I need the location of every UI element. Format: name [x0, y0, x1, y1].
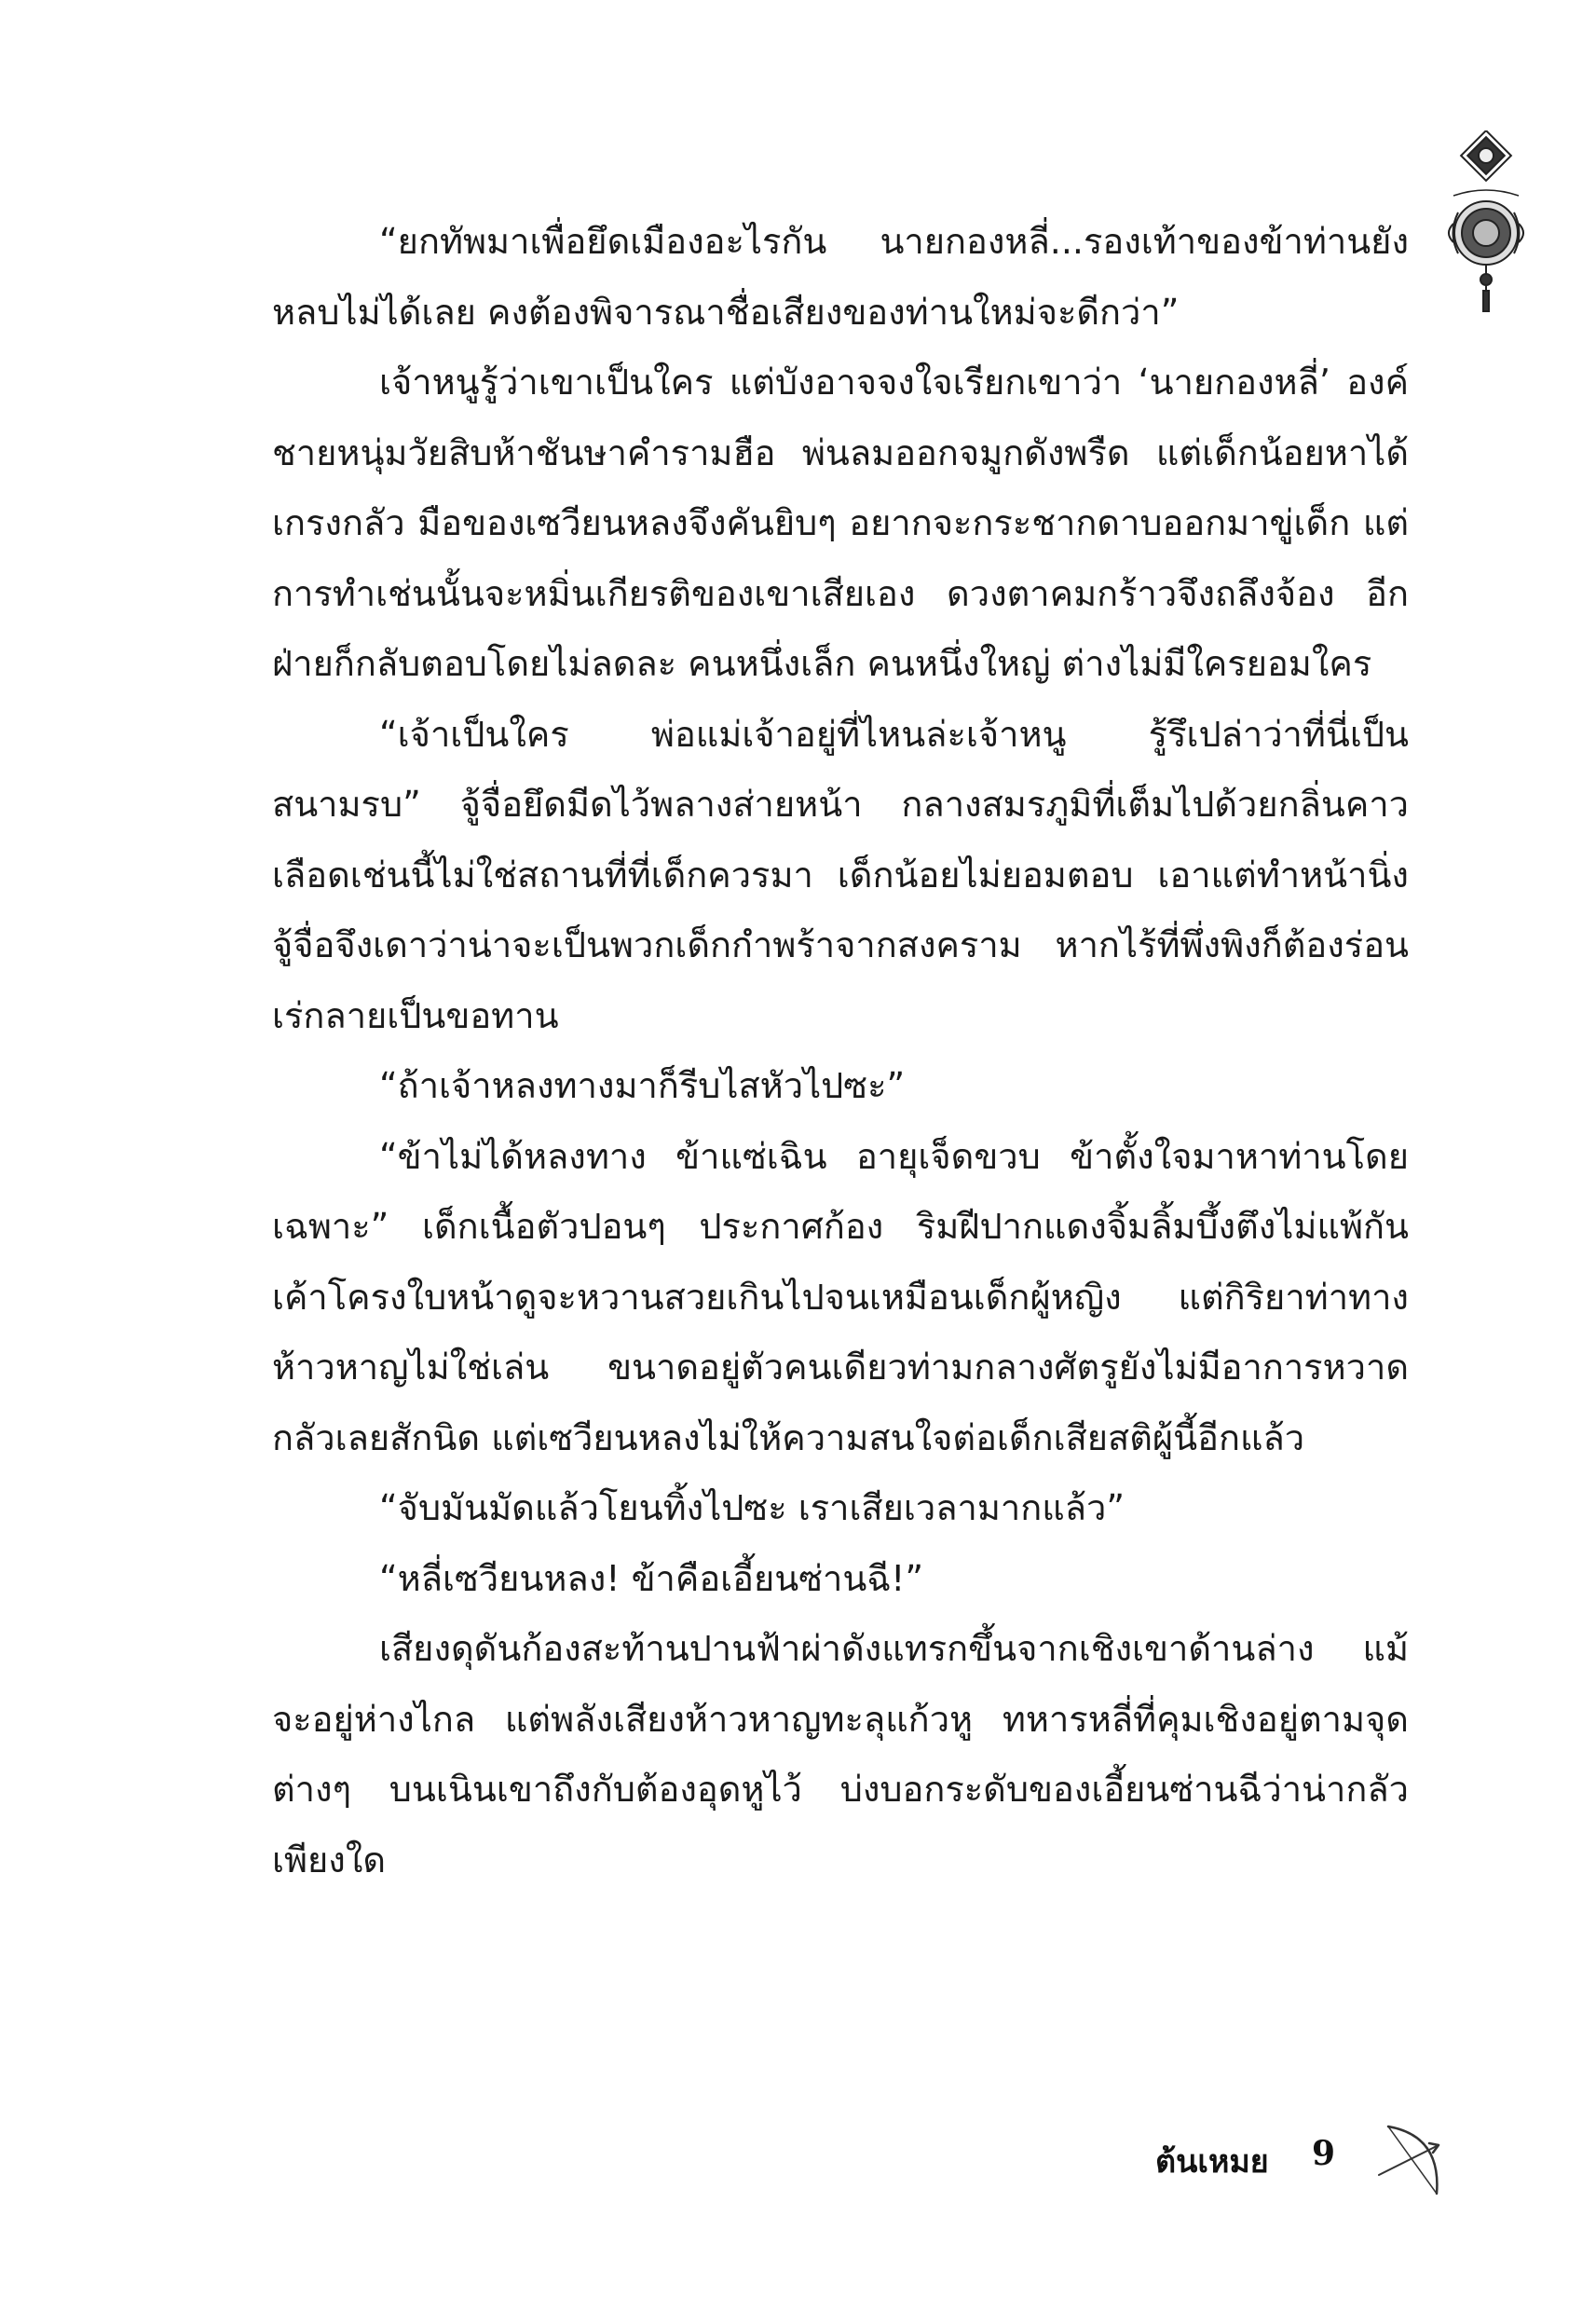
paragraph: “จับมันมัดแล้วโยนทิ้งไปซะ เราเสียเวลามากแล้ว” — [379, 1487, 1125, 1528]
paragraph: เสียงดุดันก้องสะท้านปานฟ้าผ่าดังแทรกขึ้นจากเชิงเขาด้านล่าง แม้จะอยู่ห่างไกล แต่พลังเสียงห้าวหาญทะลุแก้วหู ทหารหลี่ที่คุมเชิงอยู่ตามจุดต่างๆ บนเนินเขาถึงกับต้องอุดหูไว้ บ่งบอกระดับของเอี้ยนซ่านฉีว่าน่ากลัวเพียงใด — [272, 1628, 1409, 1880]
page-footer — [1155, 2126, 1463, 2210]
paragraph: “หลี่เซวียนหลง! ข้าคือเอี้ยนซ่านฉี!” — [379, 1557, 924, 1599]
paragraph: “ถ้าเจ้าหลงทางมาก็รีบไสหัวไปซะ” — [379, 1065, 906, 1106]
paragraph: “ข้าไม่ได้หลงทาง ข้าแซ่เฉิน อายุเจ็ดขวบ ข้าตั้งใจมาหาท่านโดยเฉพาะ” เด็กเนื้อตัวปอนๆ ประกาศก้อง ริมฝีปากแดงจิ้มลิ้มบึ้งตึงไม่แพ้กัน เค้าโครงใบหน้าดูจะหวานสวยเกินไปจนเหมือนเด็กผู้หญิง แต่กิริยาท่าทางห้าวหาญไม่ใช่เล่น ขนาดอยู่ตัวคนเดียวท่ามกลางศัตรูยังไม่มีอาการหวาดกลัวเลยสักนิด แต่เซวียนหลงไม่ให้ความสนใจต่อเด็กเสียสติผู้นี้อีกแล้ว — [272, 1135, 1409, 1458]
paragraph: “เจ้าเป็นใคร พ่อแม่เจ้าอยู่ที่ไหนล่ะเจ้าหนู รู้รึเปล่าว่าที่นี่เป็นสนามรบ” จู้จื่อยึดมีดไว้พลางส่ายหน้า กลางสมรภูมิที่เต็มไปด้วยกลิ่นคาวเลือดเช่นนี้ไม่ใช่สถานที่ที่เด็กควรมา เด็กน้อยไม่ยอมตอบ เอาแต่ทำหน้านิ่ง จู้จื่อจึงเดาว่าน่าจะเป็นพวกเด็กกำพร้าจากสงคราม หากไร้ที่พึ่งพิงก็ต้องร่อนเร่กลายเป็นขอทาน — [272, 713, 1409, 1036]
paragraph: เจ้าหนูรู้ว่าเขาเป็นใคร แต่บังอาจจงใจเรียกเขาว่า ‘นายกองหลี่’ องค์ชายหนุ่มวัยสิบห้าชันษาคำรามฮือ พ่นลมออกจมูกดังพรืด แต่เด็กน้อยหาได้เกรงกลัว มือของเซวียนหลงจึงคันยิบๆ อยากจะกระชากดาบออกมาขู่เด็ก แต่การทำเช่นนั้นจะหมิ่นเกียรติของเขาเสียเอง ดวงตาคมกร้าวจึงถลึงจ้อง อีกฝ่ายก็กลับตอบโดยไม่ลดละ คนหนึ่งเล็ก คนหนึ่งใหญ่ ต่างไม่มีใครยอมใคร — [272, 362, 1409, 684]
paragraph: “ยกทัพมาเพื่อยึดเมืองอะไรกัน นายกองหลี่...รองเท้าของข้าท่านยังหลบไม่ได้เลย คงต้องพิจารณาชื่อเสียงของท่านใหม่จะดีกว่า” — [272, 221, 1409, 333]
page-number: 9 — [1312, 2134, 1336, 2173]
book-title: ต้นเหมย — [1155, 2143, 1269, 2181]
bow-arrow-icon — [1371, 2117, 1455, 2201]
main-text — [272, 207, 1409, 1895]
plum-blossom-emblem-icon — [1435, 130, 1537, 335]
